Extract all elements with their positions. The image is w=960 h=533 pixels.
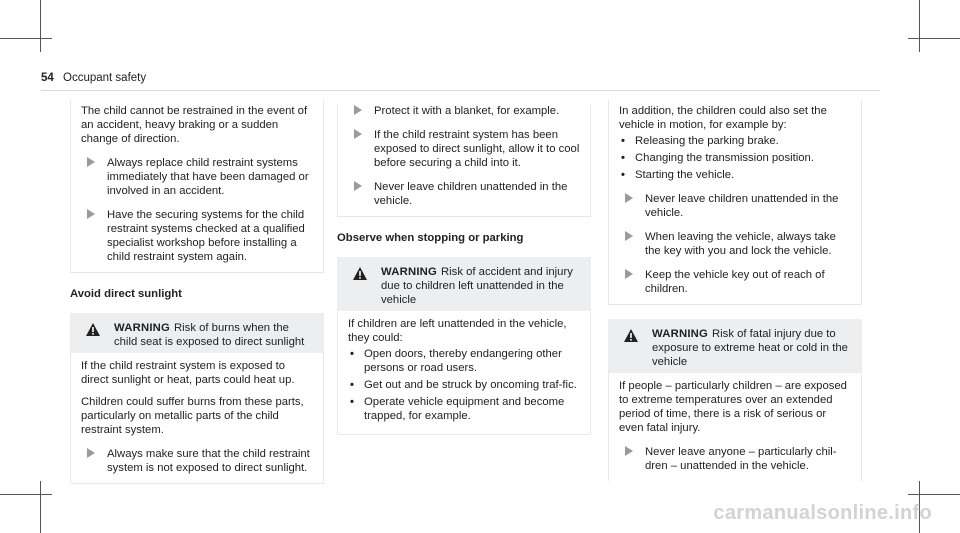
step-item <box>81 447 315 475</box>
header-divider <box>41 90 880 91</box>
intro-text: The child cannot be restrained in the event of an accident, heavy braking or a sudden change of direction. <box>81 105 308 145</box>
list-item: • Get out and be struck by oncoming traf‐fic. <box>350 379 577 391</box>
list-item-text: Operate vehicle equipment and become trapped, for example. <box>364 396 565 422</box>
section-heading: Avoid direct sunlight <box>70 288 182 300</box>
crop-mark <box>0 494 52 495</box>
warning-header <box>70 313 324 353</box>
warning-label: WARNING <box>652 328 708 340</box>
crop-mark <box>0 38 52 39</box>
arrow-icon <box>625 446 633 456</box>
warning-body <box>337 311 591 435</box>
instruction-box <box>337 104 591 217</box>
warning-paragraph: If children are left unattended in the vehicle, they could: <box>348 318 567 344</box>
warning-label: WARNING <box>114 322 170 334</box>
warning-paragraph: If the child restraint system is exposed to direct sunlight or heat, parts could heat up. <box>81 360 295 386</box>
step-item <box>348 104 582 118</box>
warning-triangle-icon <box>86 323 100 336</box>
section-heading: Observe when stopping or parking <box>337 232 524 244</box>
arrow-icon <box>625 269 633 279</box>
list-item-text: Get out and be struck by oncoming traf‐fic. <box>364 379 577 391</box>
step-item <box>348 180 582 208</box>
page-header <box>41 72 146 84</box>
crop-mark <box>908 38 960 39</box>
list-item-text: Releasing the parking brake. <box>635 135 779 147</box>
crop-mark <box>919 0 920 52</box>
step-text: Protect it with a blanket, for example. <box>374 105 560 117</box>
step-text: Never leave children unattended in the vehicle. <box>645 193 839 219</box>
column-2 <box>337 100 591 435</box>
list-item: • Starting the vehicle. <box>621 169 735 181</box>
column-3 <box>608 100 862 481</box>
step-text: Always make sure that the child restraint system is not exposed to direct sunlight. <box>107 448 310 474</box>
step-item <box>619 230 853 258</box>
warning-header <box>608 319 862 373</box>
arrow-icon <box>354 181 362 191</box>
step-item <box>619 445 853 473</box>
bullet-list <box>348 347 582 423</box>
step-text: Never leave anyone – particularly chil‐dren – unattended in the vehicle. <box>645 446 837 472</box>
warning-body <box>70 353 324 484</box>
instruction-box <box>608 100 862 305</box>
crop-mark <box>908 494 960 495</box>
step-text: Have the securing systems for the child restraint systems checked at a qualified specialist workshop before installing a child restraint system again. <box>107 209 305 263</box>
watermark: carmanualsonline.info <box>713 502 932 524</box>
step-item <box>81 208 315 264</box>
arrow-icon <box>625 193 633 203</box>
warning-title: Risk of burns when the child seat is exposed to direct sunlight <box>114 322 305 348</box>
arrow-icon <box>354 129 362 139</box>
list-item: • Open doors, thereby endangering other persons or road users. <box>350 348 562 374</box>
instruction-box <box>70 100 324 273</box>
warning-paragraph: If people – particularly children – are exposed to extreme temperatures over an extended period of time, there is a risk of serious or even fatal injury. <box>619 380 847 434</box>
step-text: Always replace child restraint systems immediately that have been damaged or involved in an accident. <box>107 157 309 197</box>
warning-label: WARNING <box>381 266 437 278</box>
step-item <box>619 192 853 220</box>
section-title: Occupant safety <box>63 72 147 84</box>
warning-box <box>337 257 591 435</box>
bullet-list <box>619 134 853 182</box>
step-item <box>619 268 853 296</box>
arrow-icon <box>625 231 633 241</box>
intro-text: In addition, the children could also set the vehicle in motion, for example by: <box>619 105 827 131</box>
step-item <box>81 156 315 198</box>
arrow-icon <box>354 105 362 115</box>
column-1 <box>70 100 324 484</box>
arrow-icon <box>87 448 95 458</box>
step-text: Never leave children unattended in the vehicle. <box>374 181 568 207</box>
warning-title: Risk of fatal injury due to exposure to extreme heat or cold in the vehicle <box>652 328 848 368</box>
warning-triangle-icon <box>353 267 367 280</box>
warning-header <box>337 257 591 311</box>
warning-paragraph: Children could suffer burns from these parts, particularly on metallic parts of the child restraint system. <box>81 396 304 436</box>
list-item: • Operate vehicle equipment and become trapped, for example. <box>350 396 565 422</box>
warning-body <box>608 373 862 481</box>
arrow-icon <box>87 157 95 167</box>
warning-triangle-icon <box>624 329 638 342</box>
arrow-icon <box>87 209 95 219</box>
warning-box <box>70 313 324 484</box>
step-text: Keep the vehicle key out of reach of children. <box>645 269 825 295</box>
list-item-text: Starting the vehicle. <box>635 169 735 181</box>
step-item <box>348 128 582 170</box>
step-text: If the child restraint system has been exposed to direct sunlight, allow it to cool before securing a child into it. <box>374 129 580 169</box>
page-number: 54 <box>41 72 54 84</box>
list-item: • Changing the transmission position. <box>621 152 814 164</box>
warning-box <box>608 319 862 481</box>
step-text: When leaving the vehicle, always take the key with you and lock the vehicle. <box>645 231 836 257</box>
list-item-text: Open doors, thereby endangering other persons or road users. <box>364 348 562 374</box>
list-item-text: Changing the transmission position. <box>635 152 814 164</box>
warning-title: Risk of accident and injury due to children left unattended in the vehicle <box>381 266 573 306</box>
crop-mark <box>40 0 41 52</box>
list-item: • Releasing the parking brake. <box>621 135 779 147</box>
crop-mark <box>40 481 41 533</box>
